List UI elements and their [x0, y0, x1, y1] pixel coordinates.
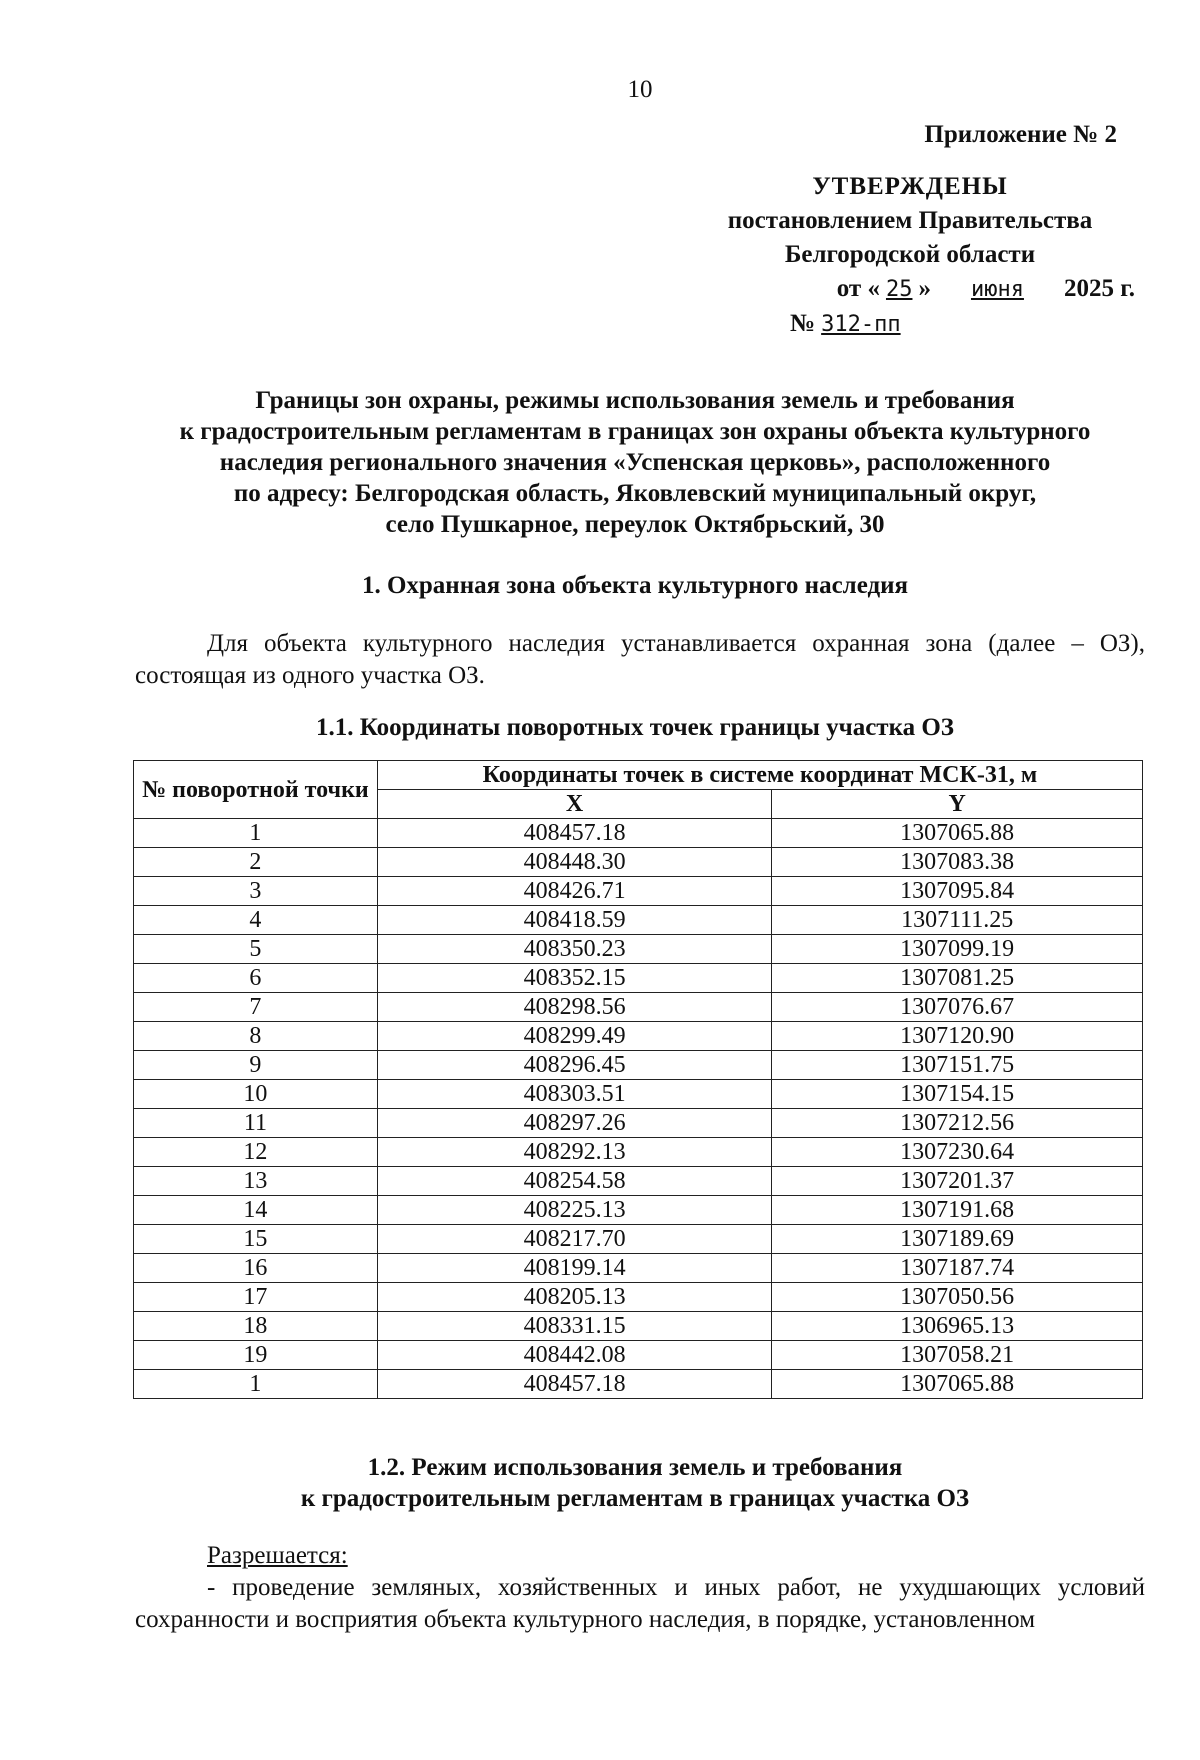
cell-x: 408331.15	[377, 1312, 772, 1341]
cell-y: 1307111.25	[772, 906, 1143, 935]
date-month: июня	[970, 277, 1024, 302]
cell-x: 408205.13	[377, 1283, 772, 1312]
cell-point-number: 14	[134, 1196, 378, 1225]
cell-y: 1307095.84	[772, 877, 1143, 906]
section-1-2-heading-line-1: 1.2. Режим использования земель и требования	[367, 1454, 903, 1481]
allowed-label: Разрешается:	[207, 1542, 348, 1569]
cell-point-number: 3	[134, 877, 378, 906]
cell-point-number: 18	[134, 1312, 378, 1341]
cell-x: 408457.18	[377, 819, 772, 848]
cell-y: 1307081.25	[772, 964, 1143, 993]
cell-y: 1307065.88	[772, 1370, 1143, 1399]
cell-x: 408303.51	[377, 1080, 772, 1109]
coordinates-table-body	[134, 819, 1143, 1399]
section-1-text: Для объекта культурного наследия устанавливается охранная зона (далее – ОЗ), состоящая из одного участка ОЗ.	[135, 630, 1145, 689]
cell-x: 408292.13	[377, 1138, 772, 1167]
cell-point-number: 2	[134, 848, 378, 877]
cell-x: 408418.59	[377, 906, 772, 935]
table-row	[134, 964, 1143, 993]
document-title	[120, 385, 1150, 540]
table-row	[134, 1341, 1143, 1370]
cell-x: 408350.23	[377, 935, 772, 964]
cell-y: 1307076.67	[772, 993, 1143, 1022]
cell-point-number: 17	[134, 1283, 378, 1312]
cell-y: 1307151.75	[772, 1051, 1143, 1080]
date-year: 2025 г.	[1063, 275, 1135, 302]
cell-y: 1307058.21	[772, 1341, 1143, 1370]
approval-line-1: постановлением Правительства	[727, 207, 1093, 234]
cell-y: 1307230.64	[772, 1138, 1143, 1167]
cell-x: 408225.13	[377, 1196, 772, 1225]
coordinates-table	[133, 760, 1143, 1399]
header-coordinates: Координаты точек в системе координат МСК-31, м	[377, 761, 1142, 790]
cell-point-number: 9	[134, 1051, 378, 1080]
header-point-number: № поворотной точки	[134, 761, 378, 819]
cell-x: 408297.26	[377, 1109, 772, 1138]
approval-number	[675, 307, 1145, 342]
cell-y: 1307201.37	[772, 1167, 1143, 1196]
cell-point-number: 16	[134, 1254, 378, 1283]
table-row	[134, 819, 1143, 848]
approved-heading: УТВЕРЖДЕНЫ	[812, 173, 1008, 200]
allowed-label-line	[135, 1540, 1145, 1572]
cell-x: 408426.71	[377, 877, 772, 906]
table-row	[134, 1051, 1143, 1080]
cell-x: 408448.30	[377, 848, 772, 877]
table-row	[134, 993, 1143, 1022]
allowed-item-1: - проведение земляных, хозяйственных и иных работ, не ухудшающих условий сохранности и восприятия объекта культурного наследия, в порядке, установленном	[135, 1574, 1145, 1633]
cell-y: 1307065.88	[772, 819, 1143, 848]
cell-x: 408352.15	[377, 964, 772, 993]
annex-label: Приложение № 2	[924, 121, 1117, 148]
cell-y: 1307187.74	[772, 1254, 1143, 1283]
table-row	[134, 848, 1143, 877]
cell-x: 408217.70	[377, 1225, 772, 1254]
section-1-2-heading	[120, 1452, 1150, 1514]
table-row	[134, 935, 1143, 964]
table-row	[134, 1138, 1143, 1167]
table-row	[134, 1196, 1143, 1225]
date-day: 25	[885, 277, 913, 302]
cell-x: 408299.49	[377, 1022, 772, 1051]
table-row	[134, 1167, 1143, 1196]
table-row	[134, 1370, 1143, 1399]
cell-point-number: 8	[134, 1022, 378, 1051]
approval-date	[675, 272, 1145, 307]
cell-y: 1307191.68	[772, 1196, 1143, 1225]
cell-x: 408199.14	[377, 1254, 772, 1283]
cell-y: 1307154.15	[772, 1080, 1143, 1109]
cell-point-number: 6	[134, 964, 378, 993]
approval-block	[675, 118, 1145, 342]
cell-y: 1307120.90	[772, 1022, 1143, 1051]
cell-x: 408298.56	[377, 993, 772, 1022]
title-line: Границы зон охраны, режимы использования земель и требования	[255, 387, 1015, 414]
cell-x: 408442.08	[377, 1341, 772, 1370]
cell-point-number: 11	[134, 1109, 378, 1138]
table-row	[134, 1312, 1143, 1341]
date-mid: »	[918, 275, 931, 302]
cell-x: 408457.18	[377, 1370, 772, 1399]
table-row	[134, 1080, 1143, 1109]
cell-y: 1307189.69	[772, 1225, 1143, 1254]
header-y: Y	[772, 790, 1143, 819]
cell-point-number: 15	[134, 1225, 378, 1254]
number-value: 312-пп	[821, 312, 901, 337]
approval-line-2: Белгородской области	[784, 241, 1036, 268]
title-line: село Пушкарное, переулок Октябрьский, 30	[385, 511, 885, 538]
cell-point-number: 1	[134, 1370, 378, 1399]
cell-y: 1307099.19	[772, 935, 1143, 964]
table-row	[134, 1254, 1143, 1283]
cell-point-number: 10	[134, 1080, 378, 1109]
page-number: 10	[627, 76, 653, 103]
cell-point-number: 12	[134, 1138, 378, 1167]
title-line: по адресу: Белгородская область, Яковлевский муниципальный округ,	[233, 480, 1037, 507]
table-row	[134, 1022, 1143, 1051]
title-line: наследия регионального значения «Успенская церковь», расположенного	[219, 449, 1051, 476]
cell-point-number: 5	[134, 935, 378, 964]
section-1-heading: 1. Охранная зона объекта культурного наследия	[361, 572, 909, 599]
cell-y: 1307050.56	[772, 1283, 1143, 1312]
cell-x: 408254.58	[377, 1167, 772, 1196]
cell-point-number: 7	[134, 993, 378, 1022]
number-prefix: №	[790, 310, 816, 337]
section-1-2-heading-line-2: к градостроительным регламентам в границах участка ОЗ	[300, 1485, 970, 1512]
table-row	[134, 1283, 1143, 1312]
cell-point-number: 19	[134, 1341, 378, 1370]
table-row	[134, 906, 1143, 935]
table-row	[134, 1109, 1143, 1138]
table-row	[134, 1225, 1143, 1254]
cell-y: 1306965.13	[772, 1312, 1143, 1341]
title-line: к градостроительным регламентам в границах зон охраны объекта культурного	[179, 418, 1091, 445]
cell-y: 1307083.38	[772, 848, 1143, 877]
header-x: X	[377, 790, 772, 819]
cell-x: 408296.45	[377, 1051, 772, 1080]
cell-point-number: 1	[134, 819, 378, 848]
cell-y: 1307212.56	[772, 1109, 1143, 1138]
date-prefix: от «	[836, 275, 880, 302]
cell-point-number: 13	[134, 1167, 378, 1196]
cell-point-number: 4	[134, 906, 378, 935]
table-row	[134, 877, 1143, 906]
section-1-1-heading: 1.1. Координаты поворотных точек границы участка ОЗ	[316, 714, 954, 741]
